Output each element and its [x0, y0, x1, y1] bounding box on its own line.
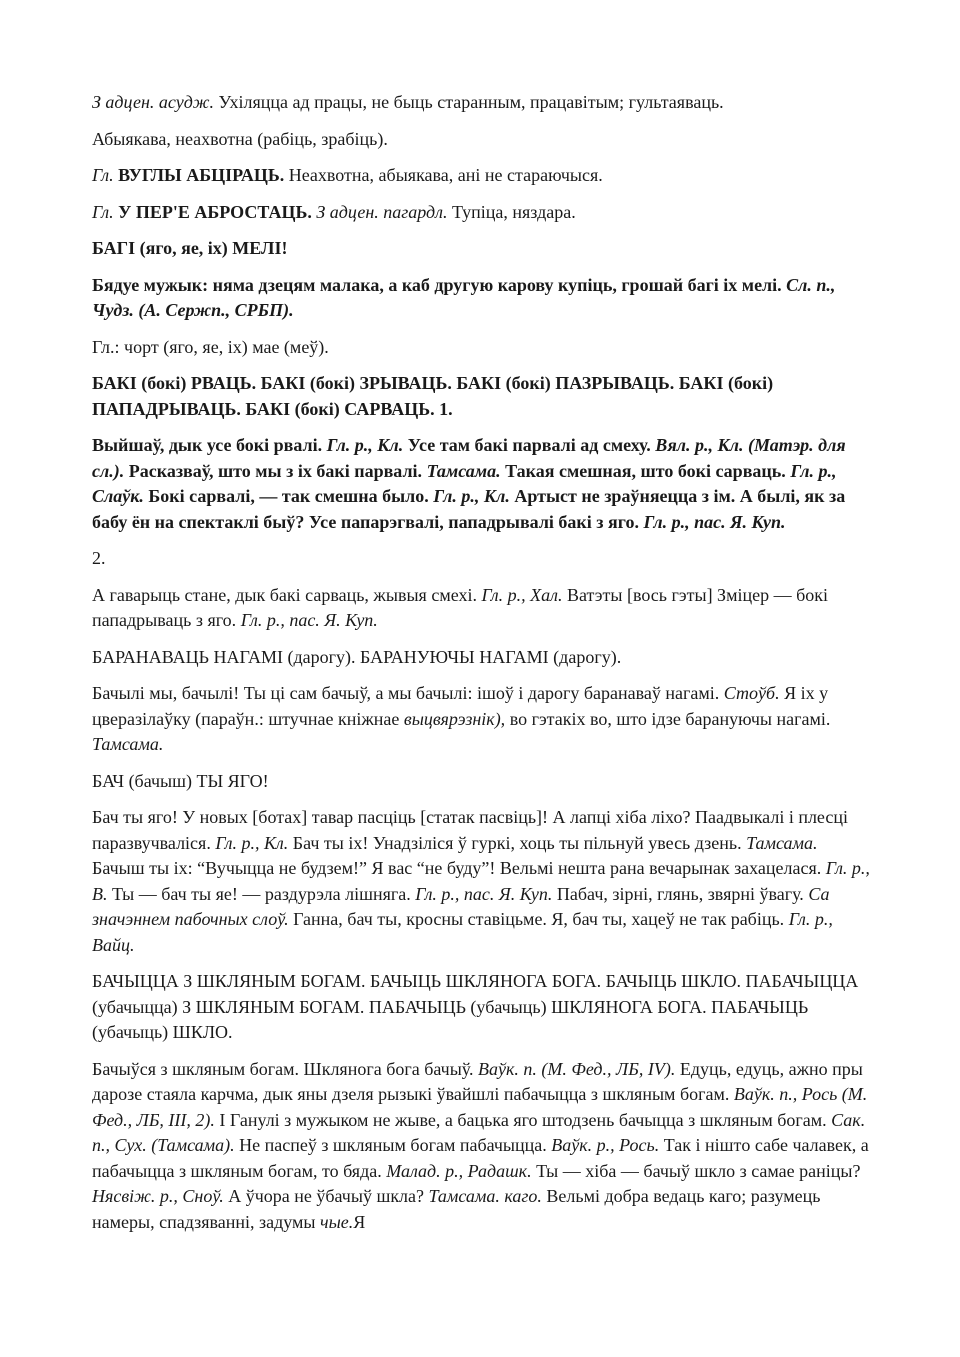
text-segment: Ты — хіба — бачыў шкло з самае раніцы? [531, 1160, 861, 1181]
italic-text-segment: Тамсама. [426, 460, 501, 481]
text-segment: БАКІ (бокі) РВАЦЬ. БАКІ (бокі) ЗРЫВАЦЬ. БАКІ (бокі) ПАЗРЫВАЦЬ. БАКІ (бокі) ПАПАДРЫВАЦЬ. БАКІ (бокі) САРВАЦЬ. 1. [92, 373, 774, 419]
text-segment: Я [353, 1211, 366, 1232]
text-segment: Так і ніштo сабе чалавек, а пабачыцца з шкляным богам, то бяда. [92, 1135, 869, 1181]
text-segment: Тупіца, няздара. [447, 201, 576, 222]
text-segment: Ты — бач ты яе! — раздурэла лішняга. [107, 883, 416, 904]
text-segment: Бач ты яго! У новых [ботах] тавар пасціць [статак пасвіць]! А лапці хіба ліхо? Паадвыкалі і плесці паразвучваліся. [92, 807, 848, 853]
paragraph [92, 583, 872, 634]
text-segment: Ухіляцца ад працы, не быць старанным, працавітым; гультаяваць. [214, 92, 724, 112]
bold-text-segment: У ПЕР'Е АБРОСТАЦЬ. [118, 201, 312, 222]
italic-text-segment: чые. [320, 1211, 354, 1232]
italic-text-segment: З адцен. асудж. [92, 92, 215, 112]
paragraph [92, 645, 872, 671]
text-segment: Такая смешная, што бокі сарваць. [500, 460, 791, 481]
italic-text-segment: Гл. р., В. [92, 858, 870, 904]
paragraph [92, 969, 872, 1046]
italic-text-segment: Тамсама. [92, 734, 164, 754]
italic-text-segment: Сак. п., Сух. (Тамсама). [92, 1109, 866, 1155]
text-segment: Ганна, бач ты, кросны ставіцьме. Я, бач ты, хацеў не так рабіць. [288, 909, 789, 929]
text-segment: БАЧЫЦЦА З ШКЛЯНЫМ БОГАМ. БАЧЫЦЬ ШКЛЯНОГА БОГА. БАЧЫЦЬ ШКЛО. ПАБАЧЫЦЦА (убачыцца) З ШКЛЯНЫМ БОГАМ. ПАБАЧЫЦЬ (убачыць) ШКЛЯНОГА БОГА. ПАБАЧЫЦЬ (убачыць) ШКЛО. [92, 971, 859, 1042]
text-segment: Неахвотна, абыякава, ані не стараючыся. [284, 165, 603, 185]
italic-text-segment: Гл. р., Кл. [433, 486, 510, 506]
italic-text-segment: Са значэннем пабочных слоў. [92, 883, 830, 929]
text-segment: І Ганулі з мужыком не жыве, а бацька яго штодзень бачыцца з шкляным богам. [214, 1109, 832, 1130]
paragraph [92, 163, 872, 189]
text-segment: Бокі сарвалі, — так смешна было. [143, 486, 434, 506]
italic-text-segment: Гл. р., Хал. [481, 584, 563, 605]
text-segment: БАГІ (яго, яе, іх) МЕЛІ! [92, 238, 288, 258]
paragraph [92, 200, 872, 226]
italic-text-segment: Ваўк. р., Рось. [551, 1135, 660, 1155]
italic-text-segment: Гл. р., Слаўк. [92, 460, 837, 506]
italic-text-segment: выцвярэзнік), [403, 708, 506, 729]
text-segment: Я іх у цверазілаўку (параўн.: штучнае кніжнае [92, 683, 829, 729]
italic-text-segment: З адцен. пагардл. [316, 201, 448, 222]
paragraph [92, 236, 872, 262]
text-segment: Бачылі мы, бачылі! Ты ці сам бачыў, а мы бачылі: ішоў і дарогу баранаваў нагамі. [92, 683, 724, 703]
italic-text-segment: Гл. [92, 201, 114, 222]
text-segment: Пабач, зірні, глянь, звярні ўвагу. [552, 883, 809, 904]
italic-text-segment: Гл. р., пас. Я. Куп. [415, 883, 553, 904]
text-segment: Артыст не зраўняецца з ім. А былі, як за бабу ён на спектаклі быў? Усе папарэгвалі, пападрывалі бакі з яго. [92, 486, 846, 532]
paragraph [92, 273, 872, 324]
italic-text-segment: Нясвіж. р., Сноў. [92, 1186, 224, 1206]
italic-text-segment: Вял. р., Кл. (Матэр. для сл.). [92, 435, 846, 481]
text-segment: Ватэты [вось гэты] Зміцер — бокі пападрываць з яго. [92, 584, 828, 630]
italic-text-segment: Стоўб. [723, 683, 780, 703]
text-segment: А гаварыць стане, дык бакі сарваць, жывыя смехі. [92, 584, 482, 605]
text-segment: Расказваў, што мы з іх бакі парвалі. [124, 460, 427, 481]
text-segment: Выйшаў, дык усе бокі рвалі. [92, 435, 327, 455]
text-segment: Не паспеў з шкляным богам пабачыцца. [234, 1135, 552, 1155]
paragraph [92, 681, 872, 758]
text-segment: БАРАНАВАЦЬ НАГАМІ (дарогу). БАРАНУЮЧЫ НАГАМІ (дарогу). [92, 646, 622, 667]
text-segment: Усе там бакі парвалі ад смеху. [403, 435, 656, 455]
italic-text-segment: Гл. р., пас. Я. Куп. [643, 511, 786, 532]
text-segment: Бачыўся з шкляным богам. Шклянога бога бачыў. [92, 1058, 479, 1079]
text-segment: Бач ты іх! Унадзіліся ў гуркі, хоць ты пільнуй увесь дзень. [288, 832, 747, 853]
paragraph [92, 805, 872, 958]
paragraph [92, 90, 872, 116]
paragraph [92, 769, 872, 795]
italic-text-segment: Гл. р., Кл. [326, 435, 404, 455]
italic-text-segment: Тамсама. [746, 832, 818, 853]
paragraph [92, 546, 872, 572]
italic-text-segment: Малад. р., Радашк. [386, 1160, 532, 1181]
text-segment: Едуць, едуць, ажно пры дарозе стаяла карчма, дык яны дзеля рызыкі ўвайшлі пабачыцца з шкляным богам. [92, 1058, 863, 1104]
text-segment: Вельмі добра ведаць каго; разумець намеры, спадзяванні, задумы [92, 1186, 821, 1232]
italic-text-segment: Гл. р., Вайц. [92, 909, 833, 955]
paragraph [92, 371, 872, 422]
italic-text-segment: Ваўк. п., Рось (М. Фед., ЛБ, III, 2). [92, 1084, 868, 1130]
text-segment: 2. [92, 548, 106, 568]
text-segment: А ўчора не ўбачыў шкла? [223, 1186, 429, 1206]
italic-text-segment: Гл. р., Кл. [215, 832, 289, 853]
text-segment: БАЧ (бачыш) ТЫ ЯГО! [92, 770, 269, 791]
text-segment: во гэтакіх во, што ідзе барануючы нагамі. [505, 708, 831, 729]
text-segment: Абыякава, неахвотна (рабіць, зрабіць). [92, 128, 388, 149]
italic-text-segment: Гл. [92, 165, 114, 185]
italic-text-segment: Ваўк. п. (М. Фед., ЛБ, IV). [478, 1058, 676, 1079]
italic-text-segment: Сл. п., Чудз. (А. Сержп., СРБП). [92, 274, 836, 320]
italic-text-segment: Гл. р., пас. Я. Куп. [240, 610, 378, 630]
paragraph [92, 1057, 872, 1236]
paragraph [92, 127, 872, 153]
text-segment: Бачыш ты іх: “Вучыцца не будзем!” Я вас “не буду”! Вельмі нешта рана вечарынак захацелася. [92, 858, 826, 878]
paragraph [92, 433, 872, 535]
italic-text-segment: Тамсама. каго. [428, 1186, 542, 1206]
paragraph [92, 335, 872, 361]
text-segment: Гл.: чорт (яго, яе, іх) мае (меў). [92, 336, 329, 357]
bold-text-segment: ВУГЛЫ АБЦІРАЦЬ. [118, 165, 285, 185]
text-segment: Бядуе мужык: няма дзецям малака, а каб другую карову купіць, грошай багі іх мелі. [92, 274, 787, 295]
